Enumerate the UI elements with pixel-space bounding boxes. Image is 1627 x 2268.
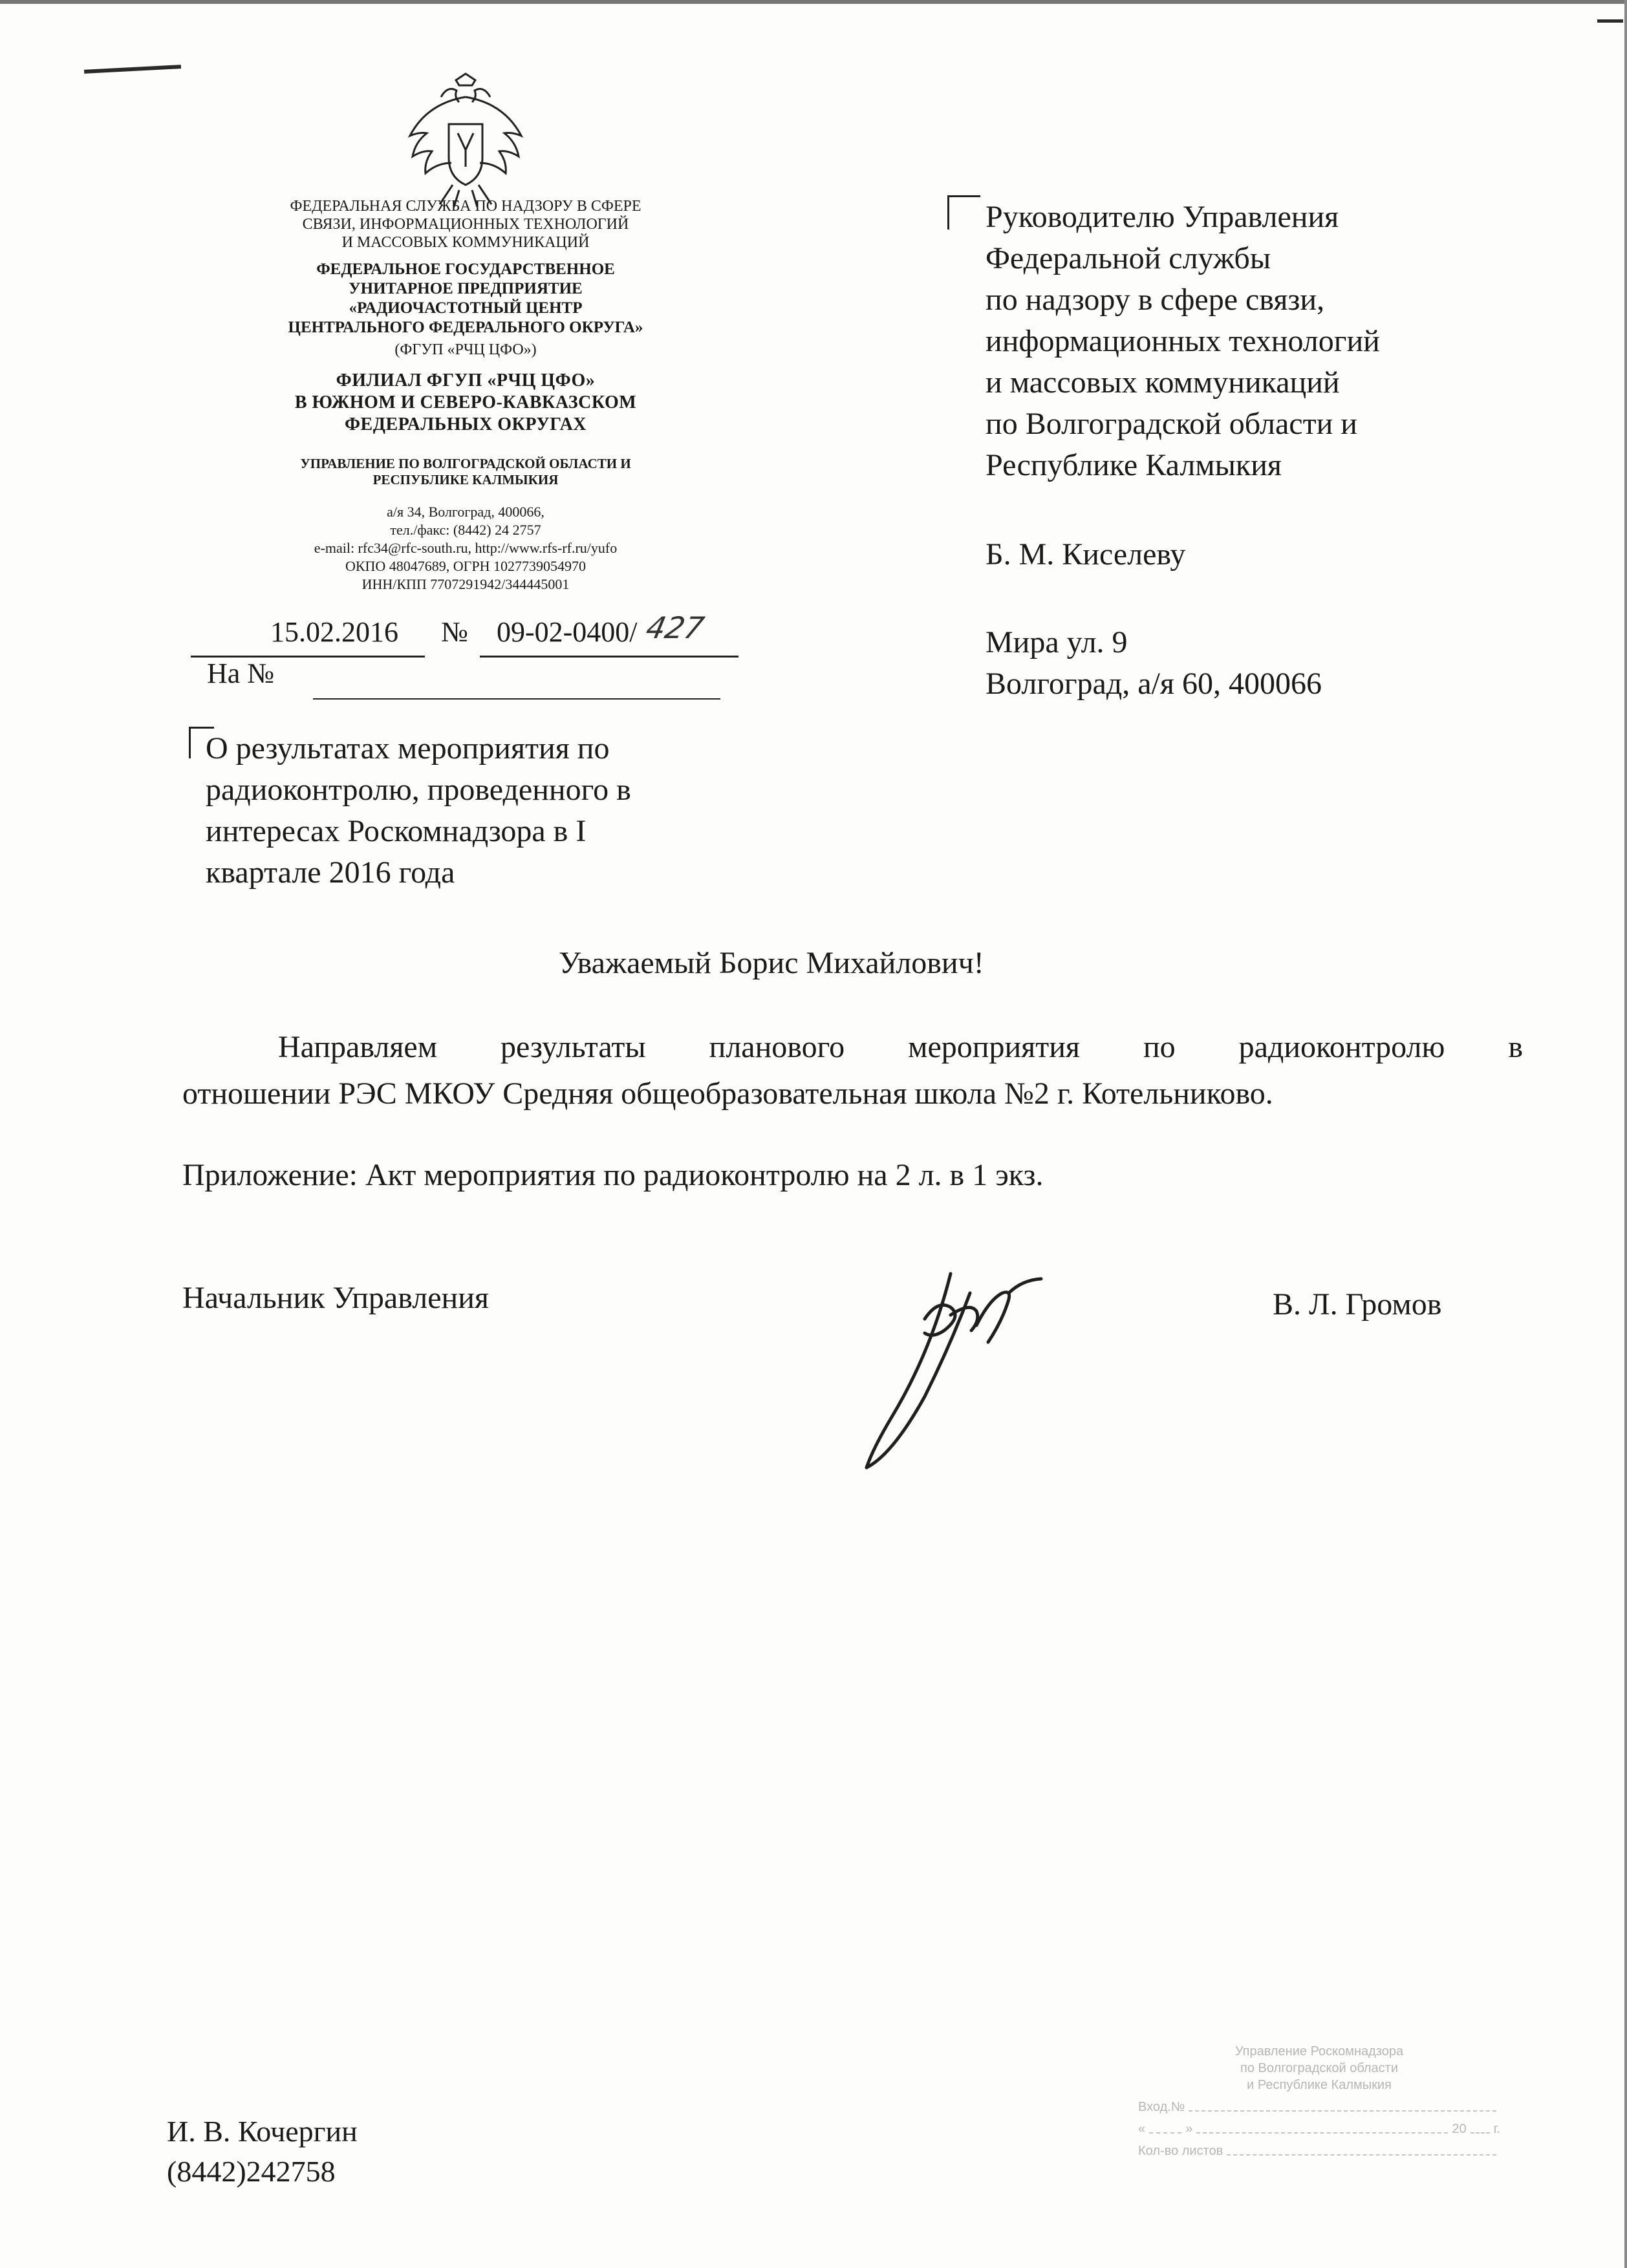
letterhead-contacts xyxy=(194,503,737,594)
attachment-line: Приложение: Акт мероприятия по радиоконтролю на 2 л. в 1 экз. xyxy=(182,1158,1044,1192)
incoming-registration-stamp xyxy=(1138,2043,1500,2185)
stamp-in-label: Вход.№ xyxy=(1138,2100,1185,2114)
body-paragraph-line-2: отношении РЭС МКОУ Средняя общеобразовательная школа №2 г. Котельниково. xyxy=(182,1076,1273,1111)
executor-phone: (8442)242758 xyxy=(167,2155,336,2188)
scan-mark-top-left xyxy=(84,65,181,74)
letterhead-line: РЕСПУБЛИКЕ КАЛМЫКИЯ xyxy=(372,472,559,487)
addressee-line: Руководителю Управления xyxy=(986,200,1339,234)
letterhead-line: ФЕДЕРАЛЬНОЕ ГОСУДАРСТВЕННОЕ xyxy=(316,261,615,278)
subject-line: квартале 2016 года xyxy=(206,855,455,890)
stamp-line: Управление Роскомнадзора xyxy=(1234,2044,1404,2059)
subject-line: О результатах мероприятия по xyxy=(206,731,610,765)
addressee-line: и массовых коммуникаций xyxy=(986,365,1340,400)
stamp-field-line xyxy=(1471,2132,1490,2134)
stamp-year: 20 xyxy=(1452,2122,1467,2136)
letterhead-line: ФЕДЕРАЛЬНЫХ ОКРУГАХ xyxy=(344,414,587,434)
handwritten-signature xyxy=(854,1248,1073,1481)
letterhead-line: УПРАВЛЕНИЕ ПО ВОЛГОГРАДСКОЙ ОБЛАСТИ И xyxy=(300,456,631,471)
letterhead-line: а/я 34, Волгоград, 400066, xyxy=(387,504,544,520)
stamp-date-row xyxy=(1138,2121,1500,2137)
letterhead-line: СВЯЗИ, ИНФОРМАЦИОННЫХ ТЕХНОЛОГИЙ xyxy=(302,216,629,233)
addressee-line: по Волгоградской области и xyxy=(986,407,1357,441)
body-paragraph-line-1: Направляем результаты планового мероприятия по радиоконтролю в xyxy=(278,1030,1523,1064)
reply-number-underline xyxy=(313,698,720,700)
letterhead-line: «РАДИОЧАСТОТНЫЙ ЦЕНТР xyxy=(349,299,583,317)
letterhead-department xyxy=(194,456,737,488)
executor-name: И. В. Кочергин xyxy=(167,2115,358,2148)
letterhead-branch xyxy=(194,370,737,436)
scan-edge-top xyxy=(0,0,1627,4)
addressee-block xyxy=(986,197,1380,486)
addressee-address xyxy=(986,622,1322,705)
addressee-address-line: Мира ул. 9 xyxy=(986,625,1128,659)
addressee-name: Б. М. Киселеву xyxy=(986,537,1186,572)
stamp-field-line xyxy=(1227,2154,1496,2156)
letterhead-service xyxy=(194,197,737,251)
stamp-field-line xyxy=(1196,2132,1448,2134)
reply-number-label: На № xyxy=(207,658,275,689)
letterhead-enterprise xyxy=(194,260,737,337)
stamp-incoming-number-row xyxy=(1138,2099,1500,2115)
stamp-field-line xyxy=(1149,2132,1181,2134)
letterhead-line: ИНН/КПП 7707291942/344445001 xyxy=(361,576,570,592)
eagle-emblem-icon xyxy=(401,71,530,213)
stamp-sheets-label: Кол-во листов xyxy=(1138,2144,1223,2158)
stamp-date-mid: » xyxy=(1185,2122,1193,2136)
registration-number-underline xyxy=(480,656,738,658)
stamp-field-line xyxy=(1189,2110,1496,2112)
letterhead-line: ФЕДЕРАЛЬНАЯ СЛУЖБА ПО НАДЗОРУ В СФЕРЕ xyxy=(290,198,641,215)
registration-date: 15.02.2016 xyxy=(270,616,398,648)
letterhead-line: ФИЛИАЛ ФГУП «РЧЦ ЦФО» xyxy=(336,370,596,390)
scan-edge-right xyxy=(1624,0,1627,2268)
subject-line: интересах Роскомнадзора в I xyxy=(206,814,587,848)
letterhead-line: тел./факс: (8442) 24 2757 xyxy=(390,522,541,538)
registration-number-handwritten: 427 xyxy=(643,610,707,645)
letterhead-line: (ФГУП «РЧЦ ЦФО») xyxy=(394,341,537,358)
addressee-line: Федеральной службы xyxy=(986,241,1271,275)
letterhead-line: УНИТАРНОЕ ПРЕДПРИЯТИЕ xyxy=(349,280,583,297)
scan-edge-top-right xyxy=(1597,19,1623,23)
signatory-name: В. Л. Громов xyxy=(1273,1287,1442,1321)
addressee-line: Республике Калмыкия xyxy=(986,448,1282,482)
letterhead-email-line: e-mail: rfc34@rfc-south.ru, http://www.rfs-rf.ru/yufo xyxy=(314,540,618,556)
addressee-corner-mark xyxy=(947,195,980,230)
subject-line: радиоконтролю, проведенного в xyxy=(206,773,631,807)
letterhead-enterprise-abbr xyxy=(194,341,737,359)
salutation: Уважаемый Борис Михайлович! xyxy=(559,946,984,980)
subject-block xyxy=(206,728,631,893)
stamp-date-prefix: « xyxy=(1138,2122,1146,2136)
addressee-line: по надзору в сфере связи, xyxy=(986,283,1325,317)
stamp-line: и Республике Калмыкия xyxy=(1247,2078,1392,2092)
stamp-year-end: г. xyxy=(1493,2122,1500,2136)
signatory-position: Начальник Управления xyxy=(182,1281,489,1315)
registration-number: 09-02-0400/ xyxy=(497,616,638,648)
letterhead-line: И МАССОВЫХ КОММУНИКАЦИЙ xyxy=(341,234,590,251)
registration-number-label: № xyxy=(441,616,468,648)
letterhead-line: ОКПО 48047689, ОГРН 1027739054970 xyxy=(345,558,587,574)
stamp-line: по Волгоградской области xyxy=(1240,2061,1399,2075)
stamp-sheets-row xyxy=(1138,2143,1500,2159)
addressee-line: информационных технологий xyxy=(986,324,1380,358)
letterhead-line: ЦЕНТРАЛЬНОГО ФЕДЕРАЛЬНОГО ОКРУГА» xyxy=(288,319,643,336)
addressee-address-line: Волгоград, а/я 60, 400066 xyxy=(986,667,1322,701)
letterhead-line: В ЮЖНОМ И СЕВЕРО-КАВКАЗСКОМ xyxy=(294,392,637,412)
